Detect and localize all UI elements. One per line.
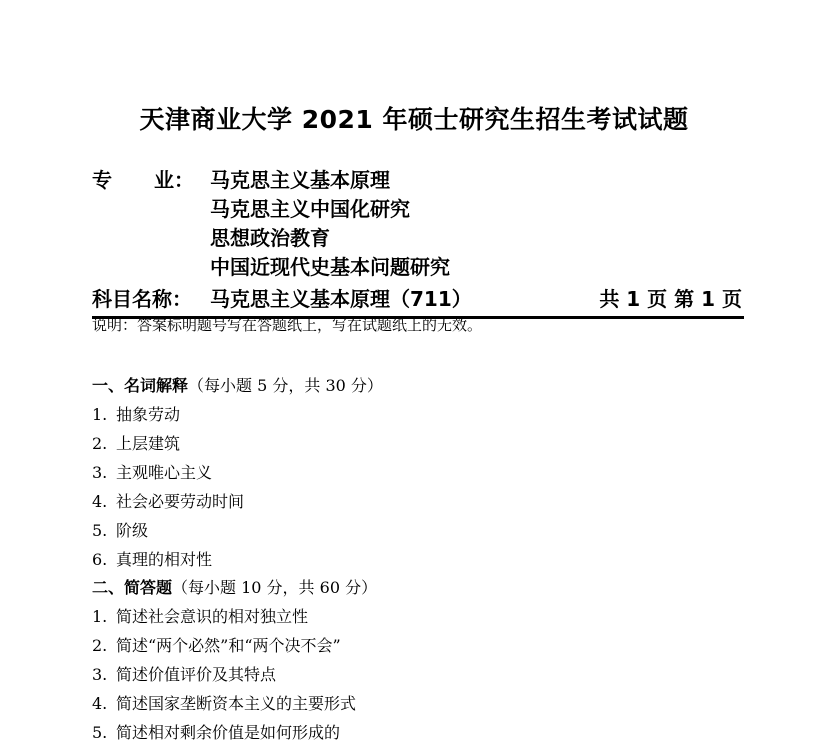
question-text: 简述相对剩余价值是如何形成的 <box>116 723 341 742</box>
major-label-char-2: 业： <box>154 168 194 192</box>
section-title-text: 二、简答题 <box>92 578 173 597</box>
question-number: 3. <box>92 665 108 684</box>
section-title-1 <box>92 373 383 396</box>
section-title-text: 一、名词解释 <box>92 376 189 395</box>
question-text: 简述国家垄断资本主义的主要形式 <box>116 694 357 713</box>
question-number: 6. <box>92 550 108 569</box>
question-number: 2. <box>92 434 108 453</box>
question-number: 1. <box>92 607 108 626</box>
major-2: 马克思主义中国化研究 <box>210 197 410 221</box>
question-item <box>92 633 341 656</box>
instructions-note: 说明：答案标明题号写在答题纸上，写在试题纸上的无效。 <box>92 316 483 334</box>
question-item <box>92 547 212 570</box>
major-3: 思想政治教育 <box>210 226 330 250</box>
major-4: 中国近现代史基本问题研究 <box>210 255 450 279</box>
question-text: 上层建筑 <box>116 434 181 453</box>
exam-header <box>92 166 744 319</box>
question-text: 简述价值评价及其特点 <box>116 665 277 684</box>
major-row <box>92 253 744 282</box>
question-number: 3. <box>92 463 108 482</box>
question-item <box>92 720 340 743</box>
major-row <box>92 195 744 224</box>
question-number: 5. <box>92 723 108 742</box>
question-item <box>92 460 212 483</box>
question-text: 真理的相对性 <box>116 550 213 569</box>
question-item <box>92 431 180 454</box>
question-number: 4. <box>92 492 108 511</box>
section-score: （每小题 5 分，共 30 分） <box>188 376 383 395</box>
question-item <box>92 489 244 512</box>
major-row <box>92 166 744 195</box>
question-number: 5. <box>92 521 108 540</box>
question-number: 1. <box>92 405 108 424</box>
question-text: 主观唯心主义 <box>116 463 213 482</box>
question-item <box>92 518 148 541</box>
question-item <box>92 691 356 714</box>
question-text: 简述“两个必然”和“两个决不会” <box>116 636 341 655</box>
question-text: 社会必要劳动时间 <box>116 492 245 511</box>
question-item <box>92 604 308 627</box>
major-1: 马克思主义基本原理 <box>210 168 390 192</box>
major-label-char-1: 专 <box>92 168 112 192</box>
question-number: 4. <box>92 694 108 713</box>
question-item <box>92 402 180 425</box>
question-number: 2. <box>92 636 108 655</box>
question-text: 阶级 <box>116 521 149 540</box>
major-row <box>92 224 744 253</box>
question-item <box>92 662 276 685</box>
major-label <box>92 166 202 195</box>
subject-name: 马克思主义基本原理（711） <box>210 287 472 311</box>
page-count: 共 1 页 第 1 页 <box>599 287 742 311</box>
question-text: 简述社会意识的相对独立性 <box>116 607 309 626</box>
section-score: （每小题 10 分，共 60 分） <box>172 578 378 597</box>
exam-title: 天津商业大学 2021 年硕士研究生招生考试试题 <box>139 105 689 134</box>
subject-label: 科目名称： <box>92 287 192 311</box>
question-text: 抽象劳动 <box>116 405 181 424</box>
section-title-2 <box>92 575 377 598</box>
